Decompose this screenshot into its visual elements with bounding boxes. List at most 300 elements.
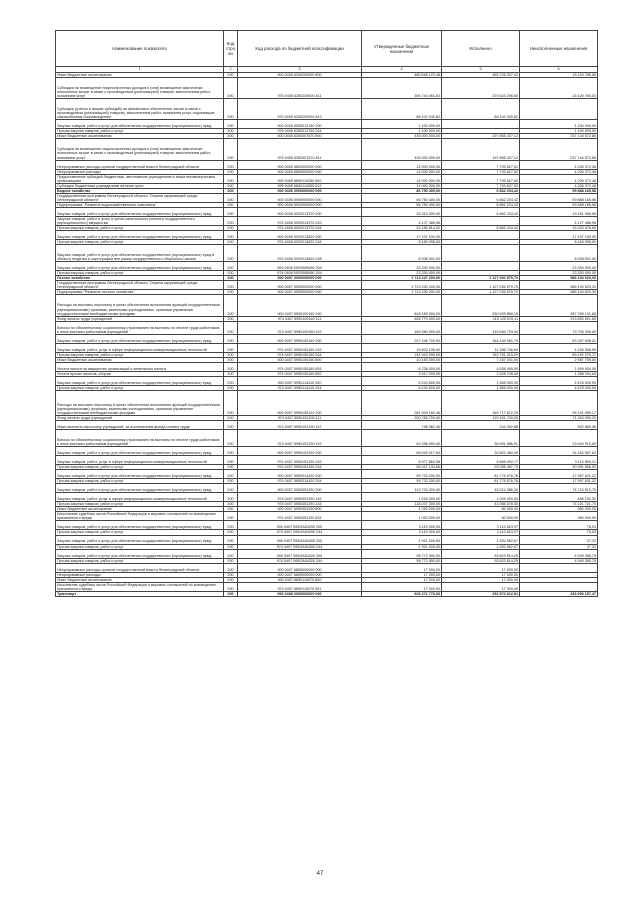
row-approved: 17 000,00 (362, 563, 442, 572)
row-approved: 1 518 000,00 (362, 493, 442, 502)
row-unexecuted: 960 000,00 (520, 512, 598, 521)
table-body (56, 73, 598, 597)
row-unexecuted: 73 705 206,06 (520, 321, 598, 334)
table-row (56, 447, 598, 456)
row-code: 200 (224, 231, 238, 240)
row-approved: 15 602 105,00 (362, 343, 442, 352)
row-name: Фонд оплаты труда учреждений (56, 416, 224, 421)
table-row (56, 231, 598, 240)
row-executed: 1 127 035 579,70 (442, 290, 520, 295)
row-approved: 86 750 400,00 (362, 188, 442, 193)
row-code: 200 (224, 295, 238, 316)
table-row (56, 99, 598, 120)
row-approved: 3 110 900,00 (362, 530, 442, 535)
row-kbk: 974 0407 5950151290 119 (238, 430, 362, 447)
row-name: Исполнение судебных актов Российской Федерации и мировых соглашений по возмещению причиненного вреда (56, 512, 224, 521)
row-unexecuted: 63 297 638,21 (520, 334, 598, 343)
row-unexecuted: 4 105 358,50 (520, 343, 598, 352)
row-kbk: 974 0407 5950151200 111 (238, 416, 362, 421)
row-name: Закупка товаров, работ и услуг для обеспечения государственных (муниципальных) нужд (56, 120, 224, 129)
row-approved: 98 772 900,00 (362, 558, 442, 563)
row-approved: 56 047 134,66 (362, 465, 442, 470)
row-executed: 93 823 514,25 (442, 558, 520, 563)
row-kbk: 000 0407 5950000000 000 (238, 290, 362, 295)
row-name: Прочая закупка товаров, работ и услуг (56, 129, 224, 134)
row-unexecuted: 8 938 001,00 (520, 245, 598, 262)
table-row (56, 535, 598, 544)
row-unexecuted: 4 206 372,48 (520, 174, 598, 183)
row-approved: 8 977 862,98 (362, 456, 442, 465)
row-unexecuted: 502 869,58 (520, 421, 598, 430)
row-executed: 6 862 234,42 (442, 188, 520, 193)
table-row (56, 521, 598, 530)
row-unexecuted: 37,33 (520, 535, 598, 544)
header-kbk: Код расхода по бюджетной классификации (238, 31, 362, 67)
row-name: Закупка товаров, работ и услуг для обеспечения государственных (муниципальных) нужд (56, 207, 224, 216)
row-name: Прочая закупка товаров, работ и услуг (56, 226, 224, 231)
row-code: 200 (224, 290, 238, 295)
row-executed: 152 751 315,29 (442, 352, 520, 357)
row-approved: 98 772 900,00 (362, 549, 442, 558)
row-kbk: 000 0405 6890000000 000 (238, 169, 362, 174)
row-executed: 6 862 234,42 (442, 202, 520, 207)
table-row (56, 343, 598, 352)
row-code: 200 (224, 139, 238, 160)
row-unexecuted: 76,03 (520, 521, 598, 530)
row-name: Государственная программа Ленинградской области "Охрана окружающей среды Ленинградской области" (56, 281, 224, 290)
row-name: Фонд оплаты труда учреждений (56, 316, 224, 321)
row-kbk: 975 0405 6350013760 244 (238, 129, 362, 134)
row-executed: 292 572 612,91 (442, 591, 520, 596)
row-approved: 626 472 776,06 (362, 591, 442, 596)
row-unexecuted: 1 288 254,65 (520, 371, 598, 376)
row-executed: - (442, 129, 520, 134)
row-name: Закупка товаров, работ и услуг для обеспечения государственных (муниципальных) нужд (56, 447, 224, 456)
row-unexecuted: - (520, 99, 598, 120)
row-code: 200 (224, 316, 238, 321)
row-executed: - (442, 120, 520, 129)
row-name: Прочая закупка товаров, работ и услуг (56, 352, 224, 357)
row-unexecuted: 19 451 065,58 (520, 207, 598, 216)
row-executed: 4 538 495,95 (442, 362, 520, 371)
row-executed: 530 939 868,15 (442, 295, 520, 316)
row-name: Иные бюджетные ассигнования (56, 507, 224, 512)
row-code: 200 (224, 371, 238, 376)
row-unexecuted: 95 191 559,17 (520, 390, 598, 415)
column-number: 3 (238, 67, 362, 73)
row-code: 200 (224, 456, 238, 465)
row-approved: 22 185 814,02 (362, 226, 442, 231)
row-executed: 379 623 296,60 (442, 78, 520, 99)
table-row (56, 207, 598, 216)
row-approved: 99 733 200,00 (362, 479, 442, 484)
row-kbk: 000 0406 5900000000 000 (238, 193, 362, 202)
row-code: 200 (224, 502, 238, 507)
row-executed: 7 793 627,52 (442, 174, 520, 183)
row-approved: 8 938 001,00 (362, 245, 442, 262)
row-name: Прочая закупка товаров, работ и услуг (56, 558, 224, 563)
row-name: Иные выплаты персоналу учреждений, за исключением фонда оплаты труда (56, 421, 224, 430)
row-unexecuted: - (520, 563, 598, 572)
row-executed: 17 000,00 (442, 572, 520, 577)
row-kbk: 000 0407 5950100160 200 (238, 334, 362, 343)
row-approved: 1 100 000,00 (362, 120, 442, 129)
row-kbk: 974 0407 595GA54290 244 (238, 530, 362, 535)
row-approved: 1 020 000,00 (362, 512, 442, 521)
row-kbk: 974 0407 6890110070 831 (238, 582, 362, 591)
row-unexecuted: 76,03 (520, 530, 598, 535)
row-kbk: 000 0407 5950150120 100 (238, 390, 362, 415)
row-kbk: 000 0407 595GA54300 200 (238, 535, 362, 544)
row-approved: 65 025 017,64 (362, 447, 442, 456)
row-unexecuted: 488 192,00 (520, 493, 598, 502)
table-row (56, 139, 598, 160)
row-approved: 6 243 600,00 (362, 376, 442, 385)
row-unexecuted: 23 330 000,00 (520, 262, 598, 271)
row-code: 200 (224, 362, 238, 371)
column-number: 4 (362, 67, 442, 73)
header-executed: Исполнено (442, 31, 520, 67)
row-kbk: 000 0406 5920S85060 200 (238, 262, 362, 271)
row-name: Закупка товаров, работ, услуг в сфере информационно-коммуникационных технологий (56, 343, 224, 352)
row-code: 200 (224, 183, 238, 188)
row-approved: 746 962,46 (362, 421, 442, 430)
row-approved: 818 189 000,00 (362, 295, 442, 316)
row-unexecuted: 23 404 913,09 (520, 430, 598, 447)
row-approved: 1 713 247 200,00 (362, 276, 442, 281)
table-row (56, 549, 598, 558)
row-name: Субсидии (гранты в форме субсидий) на финансовое обеспечение затрат в связи с производством (реализацией) товаров), выполнением работ, оказанием услуг, подлежащие казначейскому сопровождению (56, 99, 224, 120)
row-kbk: 975 0405 6350209000 811 (238, 78, 362, 99)
row-executed: 43 985 578,30 (442, 502, 520, 507)
row-code: 200 (224, 334, 238, 343)
row-kbk: 974 0406 5920S85060 244 (238, 271, 362, 276)
row-code: 200 (224, 484, 238, 493)
row-executed: 6 862 234,42 (442, 226, 520, 231)
row-code: 200 (224, 169, 238, 174)
row-name: Непрограммные расходы (56, 572, 224, 577)
row-code: 200 (224, 281, 238, 290)
row-executed: 3 110 823,97 (442, 521, 520, 530)
row-approved: 86 102 040,82 (362, 99, 442, 120)
table-row (56, 390, 598, 415)
row-kbk: 974 0407 5950351290 242 (238, 493, 362, 502)
table-header (56, 31, 598, 73)
row-kbk: 000 0407 6890110070 800 (238, 577, 362, 582)
row-unexecuted: 1 100 000,00 (520, 129, 598, 134)
row-kbk: 974 0407 5950100160 851 (238, 362, 362, 371)
row-code: 200 (224, 582, 238, 591)
row-kbk: 000 0405 6350407670 800 (238, 134, 362, 139)
row-unexecuted: 4 206 372,48 (520, 160, 598, 169)
row-name: Взносы по обязательному социальному страхованию на выплаты по оплате труда работников и иные выплаты работникам учреждений (56, 321, 224, 334)
row-unexecuted: 4 678 000,00 (520, 376, 598, 385)
row-approved: 435 000 000,00 (362, 139, 442, 160)
row-name: Субсидии на возмещение недополученных доходов и (или) возмещение фактически понесенных затрат в связи с производством (реализацией) товаров, выполнением работ, оказанием услуг (56, 139, 224, 160)
row-kbk: 974 0407 5950151290 242 (238, 456, 362, 465)
row-unexecuted: 4 949 385,75 (520, 549, 598, 558)
row-name: Закупка товаров, работ и услуг для обеспечения государственных (муниципальных) нужд (56, 262, 224, 271)
row-name: Взносы по обязательному социальному страхованию на выплаты по оплате труда работников и иные выплаты работникам учреждений (56, 430, 224, 447)
column-number: 5 (442, 67, 520, 73)
row-name: Расходы на выплаты персоналу в целях обеспечения выполнения функций государственными (муниципальными) органами, казенными учреждениями, органами управления государственными внебюджетными фондами (56, 295, 224, 316)
row-kbk: 000 0407 5950100160 100 (238, 295, 362, 316)
row-approved: 12 000 000,00 (362, 169, 442, 174)
budget-execution-table (55, 30, 598, 597)
row-executed: 5 866 992,77 (442, 456, 520, 465)
row-kbk: 974 0406 5920213620 248 (238, 245, 362, 262)
row-unexecuted: 960 000,00 (520, 507, 598, 512)
row-code: 200 (224, 193, 238, 202)
row-executed: 115 684 793,94 (442, 321, 520, 334)
row-kbk: 000 0407 595GA54320 200 (238, 549, 362, 558)
row-executed: 7 793 627,52 (442, 160, 520, 169)
row-executed: 81 775 578,78 (442, 479, 520, 484)
row-unexecuted: 1 699 504,05 (520, 362, 598, 371)
row-code: 200 (224, 493, 238, 502)
row-executed: 2 628 745,35 (442, 371, 520, 376)
row-kbk: 974 0407 5950151290 112 (238, 421, 362, 430)
row-kbk: 000 0407 5950114410 200 (238, 376, 362, 385)
row-unexecuted: 59 888 165,58 (520, 193, 598, 202)
row-kbk: 000 0406 5920213620 200 (238, 231, 362, 240)
row-code: 200 (224, 470, 238, 479)
row-unexecuted: 4 127 486,96 (520, 216, 598, 225)
row-unexecuted: 30 991 666,93 (520, 465, 598, 470)
row-unexecuted: 37,33 (520, 544, 598, 549)
row-executed: 60 000,00 (442, 507, 520, 512)
row-code: 200 (224, 549, 238, 558)
row-approved: 17 000,00 (362, 572, 442, 577)
row-approved: 1 921 000,00 (362, 544, 442, 549)
row-executed: 1 127 035 579,70 (442, 281, 520, 290)
table-row (56, 78, 598, 99)
row-executed: 465 726 337,42 (442, 73, 520, 78)
row-approved: 1 100 000,00 (362, 129, 442, 134)
row-approved: 23 330 000,00 (362, 271, 442, 276)
table-row (56, 281, 598, 290)
row-unexecuted: 17 957 621,22 (520, 479, 598, 484)
row-unexecuted: 71 263 090,20 (520, 416, 598, 421)
row-approved: 4 127 486,96 (362, 216, 442, 225)
row-approved: 12 000 000,00 (362, 160, 442, 169)
row-unexecuted: 17 957 621,22 (520, 470, 598, 479)
row-name: Государственная программа Ленинградской области "Охрана окружающей среды Ленинградской области" (56, 193, 224, 202)
row-code: 200 (224, 507, 238, 512)
row-code: 200 (224, 357, 238, 362)
row-name: Закупка товаров, работ, услуг в сфере информационно-коммуникационных технологий (56, 456, 224, 465)
row-name: Уплата прочих налогов, сборов (56, 371, 224, 376)
row-executed: - (442, 231, 520, 240)
row-executed: 93 823 514,25 (442, 549, 520, 558)
row-executed: 6 862 234,42 (442, 207, 520, 216)
row-executed: - (442, 216, 520, 225)
row-approved: 200 765 700,00 (362, 416, 442, 421)
row-approved: 394 744 061,63 (362, 78, 442, 99)
row-approved: 10 155 000,00 (362, 357, 442, 362)
row-name: Лесное хозяйство (56, 276, 224, 281)
row-approved: 60 396 500,00 (362, 430, 442, 447)
row-approved: 435 000 000,00 (362, 134, 442, 139)
row-code: 200 (224, 390, 238, 415)
row-unexecuted: 59 888 165,58 (520, 188, 598, 193)
row-executed: 169 717 622,29 (442, 390, 520, 415)
row-name: Исполнение судебных актов Российской Федерации и мировых соглашений по возмещению причиненного вреда (56, 582, 224, 591)
row-name: Прочая закупка товаров, работ и услуг (56, 240, 224, 245)
row-name: Подпрограмма "Развитие водохозяйственного комплекса" (56, 202, 224, 207)
row-name: Иные бюджетные ассигнования (56, 134, 224, 139)
row-code: 200 (224, 385, 238, 390)
row-kbk: 974 0407 5950314420 244 (238, 479, 362, 484)
row-unexecuted: 34 182 557,64 (520, 447, 598, 456)
row-unexecuted: - (520, 577, 598, 582)
row-kbk: 000 0407 6890000000 000 (238, 572, 362, 577)
row-executed: 197 855 427,12 (442, 139, 520, 160)
table-row (56, 245, 598, 262)
row-code: 200 (224, 591, 238, 596)
row-name: Иные бюджетные ассигнования (56, 357, 224, 362)
row-name: Непрограммные расходы органов государственной власти Ленинградской области (56, 160, 224, 169)
row-code: 200 (224, 262, 238, 271)
row-name: Прочая закупка товаров, работ и услуг (56, 502, 224, 507)
row-executed: 1 565 000,00 (442, 376, 520, 385)
row-kbk: 000 0407 6800000000 000 (238, 563, 362, 572)
row-unexecuted: 15 120 785,06 (520, 73, 598, 78)
header-code: Код стро ки (224, 31, 238, 67)
page-number: 47 (316, 871, 324, 877)
row-code: 200 (224, 188, 238, 193)
budget-report-sheet (55, 30, 597, 597)
table-row (56, 262, 598, 271)
row-name: Уплата налога на имущество организаций и земельного налога (56, 362, 224, 371)
row-kbk: 000 0407 5900000000 000 (238, 281, 362, 290)
row-approved: 3 917 000,00 (362, 371, 442, 376)
row-code: 200 (224, 160, 238, 169)
row-approved: 17 000,00 (362, 582, 442, 591)
row-code: 200 (224, 376, 238, 385)
row-kbk: 974 0407 5950100160 244 (238, 352, 362, 357)
row-code: 200 (224, 577, 238, 582)
row-name: Закупка товаров, работ и услуг для обеспечения государственных (муниципальных) нужд (56, 334, 224, 343)
row-approved: 23 330 000,00 (362, 262, 442, 271)
row-unexecuted: 3 110 890,21 (520, 456, 598, 465)
table-row (56, 193, 598, 202)
row-executed: 81 775 578,78 (442, 470, 520, 479)
row-unexecuted: 59 192 279,71 (520, 352, 598, 357)
row-name: Закупка товаров, работ и услуг для обеспечения государственных (муниципальных) нужд (56, 376, 224, 385)
row-approved: 66 750 400,00 (362, 202, 442, 207)
row-kbk: 000 0405 6350013760 200 (238, 120, 362, 129)
row-code: 200 (224, 134, 238, 139)
table-row (56, 582, 598, 591)
row-approved: 6 243 600,00 (362, 385, 442, 390)
row-kbk: 000 0407 5950351290 200 (238, 484, 362, 493)
row-code: 200 (224, 421, 238, 430)
row-code: 200 (224, 120, 238, 129)
row-unexecuted: 237 144 572,88 (520, 139, 598, 160)
row-name: Закупка товаров, работ и услуг для обеспечения государственных (муниципальных) нужд (56, 470, 224, 479)
header-name: Наименование показателя (56, 31, 224, 67)
row-name: Транспорт (56, 591, 224, 596)
row-kbk: 974 0407 5950100160 852 (238, 371, 362, 376)
row-unexecuted: 4 206 372,48 (520, 169, 598, 174)
row-executed: 129 451 700,00 (442, 416, 520, 421)
row-executed: 30 822 460,00 (442, 447, 520, 456)
row-unexecuted: 17 107 100,00 (520, 231, 598, 240)
row-executed: 36 991 586,91 (442, 430, 520, 447)
row-approved: 12 000 000,00 (362, 174, 442, 183)
column-number: 1 (56, 67, 224, 73)
table-row (56, 295, 598, 316)
row-kbk: 974 0407 5950100160 119 (238, 321, 362, 334)
row-unexecuted: 333 900 157,47 (520, 591, 598, 596)
row-name: Закупка товаров, работ и услуг для обеспечения государственных (муниципальных) нужд (56, 535, 224, 544)
row-unexecuted: 23 330 000,00 (520, 271, 598, 276)
row-kbk: 000 0405 6350209000 800 (238, 73, 362, 78)
row-approved: 17 107 100,00 (362, 231, 442, 240)
row-kbk: 975 0405 6350407670 811 (238, 139, 362, 160)
row-kbk: 000 0407 5950151290 200 (238, 447, 362, 456)
row-executed: 25 055 467,73 (442, 465, 520, 470)
row-executed: 415 125 576,11 (442, 316, 520, 321)
table-row (56, 321, 598, 334)
column-number: 2 (224, 67, 238, 73)
row-name: Иные бюджетные ассигнования (56, 73, 224, 78)
table-row (56, 591, 598, 596)
row-kbk: 000 0405 6890110050 600 (238, 174, 362, 183)
row-code: 200 (224, 479, 238, 484)
row-executed: 7 793 627,52 (442, 183, 520, 188)
row-kbk: 974 0407 5950100160 111 (238, 316, 362, 321)
table-row (56, 430, 598, 447)
row-approved: 211 943 595,00 (362, 352, 442, 357)
row-kbk: 975 0405 6350209000 813 (238, 99, 362, 120)
row-unexecuted: 4 949 385,75 (520, 558, 598, 563)
row-code: 200 (224, 207, 238, 216)
row-approved: 227 446 700,00 (362, 334, 442, 343)
row-code: 200 (224, 202, 238, 207)
row-code: 200 (224, 521, 238, 530)
row-approved: 1 921 000,00 (362, 535, 442, 544)
row-unexecuted: 4 206 372,48 (520, 183, 598, 188)
row-unexecuted: 213 653 921,89 (520, 316, 598, 321)
row-name: Прочая закупка товаров, работ и услуг (56, 271, 224, 276)
row-approved: 66 750 400,00 (362, 193, 442, 202)
row-kbk: 974 0407 595GA54320 244 (238, 558, 362, 563)
row-unexecuted: - (520, 572, 598, 577)
row-kbk: 974 0407 5950100160 242 (238, 343, 362, 352)
row-executed: 45 014 386,30 (442, 484, 520, 493)
row-approved: 480 648 122,48 (362, 73, 442, 78)
row-kbk: 974 0407 5950114410 244 (238, 385, 362, 390)
row-name: Прочая закупка товаров, работ и услуг (56, 385, 224, 390)
row-code: 200 (224, 512, 238, 521)
row-unexecuted: - (520, 582, 598, 591)
row-unexecuted: 74 221 721,70 (520, 502, 598, 507)
row-unexecuted: 8 169 096,00 (520, 240, 598, 245)
row-code: 200 (224, 245, 238, 262)
row-kbk: 974 0407 5950151290 244 (238, 465, 362, 470)
row-code: 200 (224, 343, 238, 352)
header-approved: Утвержденные бюджетные назначения (362, 31, 442, 67)
row-name: Прочая закупка товаров, работ и услуг (56, 479, 224, 484)
row-name: Предоставление субсидий бюджетным, автономным учреждениям и иным некоммерческим организациям (56, 174, 224, 183)
table-row (56, 512, 598, 521)
row-code: 200 (224, 129, 238, 134)
row-approved: 6 238 000,00 (362, 362, 442, 371)
row-code: 200 (224, 430, 238, 447)
row-code: 200 (224, 321, 238, 334)
